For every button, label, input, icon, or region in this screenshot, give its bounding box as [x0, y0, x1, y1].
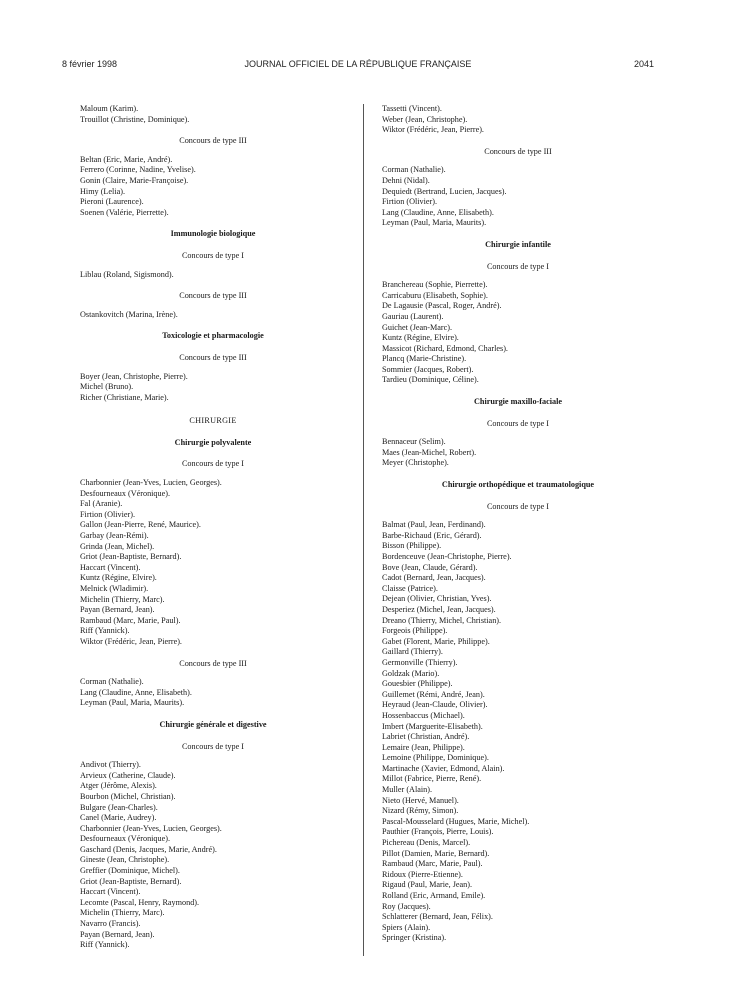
list-item: Dequiedt (Bertrand, Lucien, Jacques).: [382, 186, 507, 196]
list-item: Charbonnier (Jean-Yves, Lucien, Georges).: [80, 478, 222, 488]
list-item: Rigaud (Paul, Marie, Jean).: [382, 880, 473, 890]
list-item: Haccart (Vincent).: [80, 887, 141, 897]
list-item: Goldzak (Mario).: [382, 668, 440, 678]
list-item: Payan (Bernard, Jean).: [80, 929, 155, 939]
list-item: Dreano (Thierry, Michel, Christian).: [382, 615, 502, 625]
competition-type-heading: Concours de type III: [179, 658, 247, 668]
list-item: Riff (Yannick).: [80, 940, 130, 950]
list-item: Navarro (Francis).: [80, 919, 141, 929]
list-item: Corman (Nathalie).: [80, 677, 144, 687]
list-item: Hossenbaccus (Michael).: [382, 710, 465, 720]
list-item: Germonville (Thierry).: [382, 657, 458, 667]
competition-type-heading: Concours de type III: [179, 291, 247, 301]
category-heading: CHIRURGIE: [189, 416, 237, 426]
list-item: Pauthier (François, Pierre, Louis).: [382, 827, 494, 837]
list-item: Trouillot (Christine, Dominique).: [80, 114, 190, 124]
list-item: Maes (Jean-Michel, Robert).: [382, 447, 477, 457]
list-item: Pichereau (Denis, Marcel).: [382, 838, 471, 848]
list-item: Bordenceuve (Jean-Christophe, Pierre).: [382, 552, 512, 561]
competition-type-heading: Concours de type I: [486, 261, 550, 271]
list-item: Nieto (Hervé, Manuel).: [382, 795, 459, 805]
list-item: Ridoux (Pierre-Etienne).: [382, 869, 463, 879]
list-item: Richer (Christiane, Marie).: [80, 392, 169, 402]
list-item: Tassetti (Vincent).: [382, 104, 442, 113]
column-divider: [363, 104, 364, 956]
competition-type-heading: Concours de type I: [181, 741, 245, 751]
list-item: Dejean (Olivier, Christian, Yves).: [382, 594, 492, 604]
competition-type-heading: Concours de type III: [179, 352, 247, 362]
list-item: Guillemet (Rémi, André, Jean).: [382, 689, 485, 699]
list-item: Garbay (Jean-Rémi).: [80, 531, 149, 541]
list-item: Barbe-Richaud (Eric, Gérard).: [382, 530, 482, 540]
list-item: Kuntz (Régine, Elvire).: [382, 333, 459, 343]
competition-type-heading: Concours de type III: [179, 136, 247, 146]
list-item: Griot (Jean-Baptiste, Bernard).: [80, 552, 182, 562]
section-heading: Chirurgie infantile: [485, 239, 551, 249]
section-heading: Chirurgie générale et digestive: [159, 719, 267, 729]
list-item: Gouesbier (Philippe).: [382, 679, 453, 689]
list-item: Sommier (Jacques, Robert).: [382, 364, 474, 374]
list-item: Bisson (Philippe).: [382, 541, 442, 551]
list-item: Massicot (Richard, Edmond, Charles).: [382, 343, 508, 353]
list-item: Fal (Aranie).: [80, 499, 123, 509]
list-item: Firtion (Olivier).: [382, 197, 438, 207]
list-item: Gonin (Claire, Marie-Françoise).: [80, 175, 189, 185]
list-item: Rambaud (Marc, Marie, Paul).: [382, 859, 483, 869]
list-item: Ostankovitch (Marina, Irène).: [80, 309, 178, 319]
list-item: Bourbon (Michel, Christian).: [80, 791, 176, 801]
list-item: Gaschard (Denis, Jacques, Marie, André).: [80, 844, 217, 854]
list-item: Pieroni (Laurence).: [80, 197, 144, 207]
list-item: Soenen (Valérie, Pierrette).: [80, 207, 169, 217]
header-date: 8 février 1998: [62, 59, 118, 69]
list-item: Desperiez (Michel, Jean, Jacques).: [382, 604, 496, 614]
list-item: Ferrero (Corinne, Nadine, Yvelise).: [80, 165, 196, 175]
list-item: Springer (Kristina).: [382, 933, 447, 943]
list-item: Rolland (Eric, Armand, Emile).: [382, 891, 486, 900]
list-item: Rambaud (Marc, Marie, Paul).: [80, 615, 181, 625]
list-item: Meyer (Christophe).: [382, 458, 449, 468]
list-item: Michelin (Thierry, Marc).: [80, 908, 165, 918]
list-item: Claisse (Patrice).: [382, 583, 438, 593]
list-item: Imbert (Marguerite-Elisabeth).: [382, 721, 483, 731]
list-item: Himy (Lelia).: [80, 186, 126, 196]
section-heading: Chirurgie polyvalente: [174, 437, 252, 447]
list-item: Carricaburu (Elisabeth, Sophie).: [382, 290, 488, 300]
list-item: Haccart (Vincent).: [80, 562, 141, 572]
section-heading: Toxicologie et pharmacologie: [162, 331, 264, 341]
list-item: Boyer (Jean, Christophe, Pierre).: [80, 371, 188, 381]
list-item: Gaillard (Thierry).: [382, 647, 443, 657]
list-item: Lang (Claudine, Anne, Elisabeth).: [80, 687, 192, 697]
list-item: De Lagausie (Pascal, Roger, André).: [382, 301, 502, 311]
list-item: Lecomte (Pascal, Henry, Raymond).: [80, 897, 200, 907]
list-item: Beltan (Eric, Marie, André).: [80, 154, 173, 164]
page-header: [62, 59, 654, 73]
list-item: Arvieux (Catherine, Claude).: [80, 770, 176, 780]
competition-type-heading: Concours de type III: [484, 146, 552, 156]
right-column: [382, 104, 654, 944]
competition-type-heading: Concours de type I: [486, 501, 550, 511]
list-item: Guichet (Jean-Marc).: [382, 322, 453, 332]
list-item: Desfourneaux (Véronique).: [80, 834, 171, 844]
competition-type-heading: Concours de type I: [486, 418, 550, 428]
left-column: [80, 104, 346, 951]
list-item: Riff (Yannick).: [80, 626, 130, 636]
page-number: 2041: [633, 59, 654, 69]
list-item: Leyman (Paul, Maria, Maurits).: [80, 698, 185, 708]
list-item: Forgeois (Philippe).: [382, 626, 448, 636]
list-item: Charbonnier (Jean-Yves, Lucien, Georges).: [80, 823, 222, 833]
list-item: Bennaceur (Selim).: [382, 437, 446, 447]
list-item: Firtion (Olivier).: [80, 509, 136, 519]
list-item: Weber (Jean, Christophe).: [382, 114, 468, 124]
list-item: Nizard (Rémy, Simon).: [382, 806, 459, 816]
list-item: Spiers (Alain).: [382, 922, 431, 932]
list-item: Dehni (Nidal).: [382, 175, 430, 185]
list-item: Atger (Jérôme, Alexis).: [80, 781, 157, 791]
section-heading: Chirurgie maxillo-faciale: [474, 397, 562, 407]
list-item: Corman (Nathalie).: [382, 165, 446, 175]
list-item: Melnick (Wladimir).: [80, 584, 149, 593]
list-item: Grinda (Jean, Michel).: [80, 541, 155, 551]
list-item: Canel (Marie, Audrey).: [80, 813, 157, 823]
journal-title: JOURNAL OFFICIEL DE LA RÉPUBLIQUE FRANÇAISE: [244, 59, 472, 69]
list-item: Roy (Jacques).: [382, 901, 431, 911]
list-item: Lang (Claudine, Anne, Elisabeth).: [382, 207, 494, 217]
list-item: Martinache (Xavier, Edmond, Alain).: [382, 763, 505, 773]
section-heading: Immunologie biologique: [170, 229, 256, 239]
list-item: Leyman (Paul, Maria, Maurits).: [382, 218, 487, 228]
list-item: Greffier (Dominique, Michel).: [80, 866, 180, 876]
section-heading: Chirurgie orthopédique et traumatologique: [441, 480, 595, 490]
list-item: Bulgare (Jean-Charles).: [80, 802, 158, 812]
list-item: Payan (Bernard, Jean).: [80, 605, 155, 615]
list-item: Tardieu (Dominique, Céline).: [382, 375, 479, 385]
list-item: Gallon (Jean-Pierre, René, Maurice).: [80, 520, 201, 530]
competition-type-heading: Concours de type I: [181, 250, 245, 260]
list-item: Liblau (Roland, Sigismond).: [80, 269, 174, 279]
list-item: Pascal-Mousselard (Hugues, Marie, Michel).: [382, 816, 530, 826]
list-item: Kuntz (Régine, Elvire).: [80, 573, 157, 583]
list-item: Desfourneaux (Véronique).: [80, 488, 171, 498]
list-item: Michel (Bruno).: [80, 382, 134, 392]
list-item: Wiktor (Frédéric, Jean, Pierre).: [80, 636, 182, 646]
list-item: Gauriau (Laurent).: [382, 311, 444, 321]
list-item: Labriet (Christian, André).: [382, 732, 470, 742]
list-item: Gineste (Jean, Christophe).: [80, 855, 170, 865]
list-item: Maloum (Karim).: [80, 104, 139, 113]
list-item: Balmat (Paul, Jean, Ferdinand).: [382, 520, 486, 530]
list-item: Bove (Jean, Claude, Gérard).: [382, 562, 478, 572]
list-item: Muller (Alain).: [382, 785, 433, 795]
list-item: Lemaire (Jean, Philippe).: [382, 742, 465, 752]
list-item: Branchereau (Sophie, Pierrette).: [382, 280, 488, 290]
competition-type-heading: Concours de type I: [181, 459, 245, 469]
list-item: Pillot (Damien, Marie, Bernard).: [382, 848, 490, 858]
list-item: Andivot (Thierry).: [80, 760, 141, 770]
list-item: Lemoine (Philippe, Dominique).: [382, 753, 489, 763]
list-item: Millot (Fabrice, Pierre, René).: [382, 774, 482, 784]
list-item: Plancq (Marie-Christine).: [382, 354, 467, 364]
list-item: Cadot (Bernard, Jean, Jacques).: [382, 573, 486, 583]
list-item: Heyraud (Jean-Claude, Olivier).: [382, 700, 488, 710]
list-item: Michelin (Thierry, Marc).: [80, 594, 165, 604]
list-item: Wiktor (Frédéric, Jean, Pierre).: [382, 125, 484, 135]
list-item: Griot (Jean-Baptiste, Bernard).: [80, 876, 182, 886]
list-item: Schlatterer (Bernard, Jean, Félix).: [382, 912, 493, 922]
list-item: Gabet (Florent, Marie, Philippe).: [382, 636, 490, 646]
